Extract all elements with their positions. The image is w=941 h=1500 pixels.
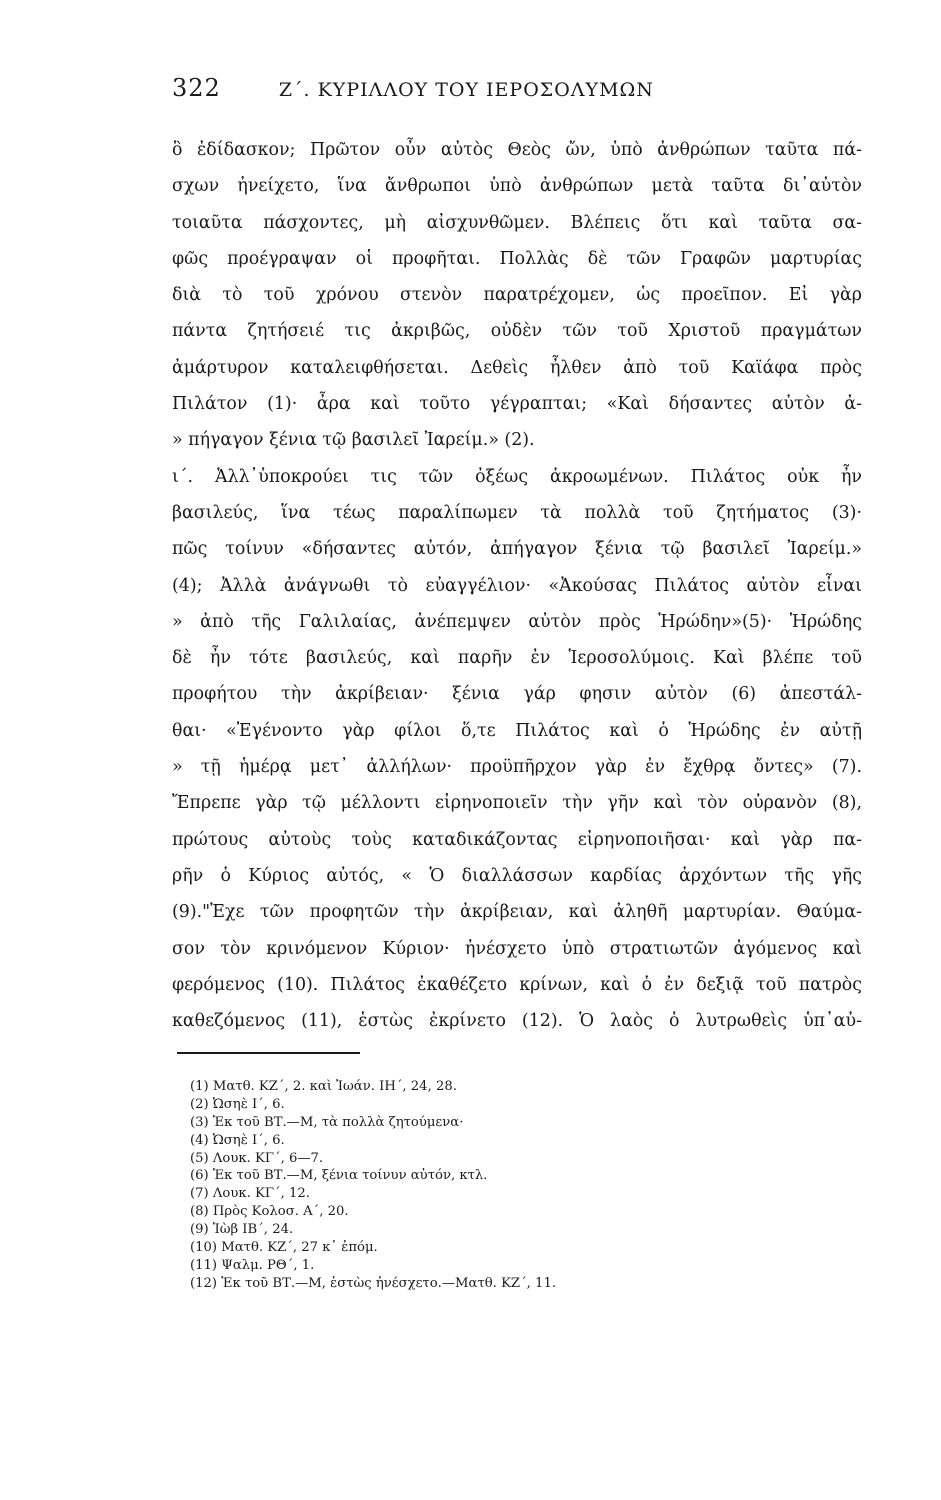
footnote: (8) Πρὸς Κολοσ. Α΄, 20. <box>190 1204 349 1220</box>
body-line: πρώτους αὐτοὺς τοὺς καταδικάζοντας εἰρηνοποιῆσαι· καὶ γὰρ πα- <box>172 829 862 850</box>
footnote: (10) Ματθ. ΚΖ΄, 27 κ᾽ ἐπόμ. <box>190 1240 378 1256</box>
footnote: (6) Ἐκ τοῦ ΒΤ.—Μ, ξένια τοίνυν αὐτόν, κτλ. <box>190 1168 488 1184</box>
body-line: βασιλεύς, ἵνα τέως παραλίπωμεν τὰ πολλὰ τοῦ ζητήματος (3)· <box>172 502 862 523</box>
body-line: (4); Ἀλλὰ ἀνάγνωθι τὸ εὐαγγέλιον· «Ἀκούσας Πιλάτος αὐτὸν εἶναι <box>172 575 862 596</box>
body-line: φερόμενος (10). Πιλάτος ἐκαθέζετο κρίνων, καὶ ὁ ἐν δεξιᾷ τοῦ πατρὸς <box>172 974 862 995</box>
body-line: πῶς τοίνυν «δήσαντες αὐτόν, ἀπήγαγον ξένια τῷ βασιλεῖ Ἰαρείμ.» <box>172 539 862 560</box>
body-line: καθεζόμενος (11), ἑστὼς ἐκρίνετο (12). Ὁ λαὸς ὁ λυτρωθεὶς ὑπ᾽αὐ- <box>172 1011 862 1032</box>
body-line: Ἔπρεπε γὰρ τῷ μέλλοντι εἰρηνοποιεῖν τὴν γῆν καὶ τὸν οὐρανὸν (8), <box>172 793 862 814</box>
body-text <box>172 132 862 1039</box>
body-line: » πήγαγον ξένια τῷ βασιλεῖ Ἰαρείμ.» (2). <box>172 430 535 451</box>
footnote: (1) Ματθ. ΚΖ΄, 2. καὶ Ἰωάν. ΙΗ΄, 24, 28. <box>190 1079 457 1094</box>
body-line: ρῆν ὁ Κύριος αὐτός, « Ὁ διαλλάσσων καρδίας ἀρχόντων τῆς γῆς <box>172 865 862 886</box>
body-line: (9)."Ἐχε τῶν προφητῶν τὴν ἀκρίβειαν, καὶ ἀληθῆ μαρτυρίαν. Θαύμα- <box>172 902 862 923</box>
footnote: (3) Ἐκ τοῦ ΒΤ.—Μ, τὰ πολλὰ ζητούμενα· <box>190 1114 464 1130</box>
body-line: ι΄. Ἀλλ᾽ὑποκρούει τις τῶν ὀξέως ἀκροωμένων. Πιλάτος οὐκ ἦν <box>172 466 862 487</box>
footnote: (4) Ὠσηὲ Ι΄, 6. <box>190 1132 285 1148</box>
body-line: σχων ἠνείχετο, ἵνα ἄνθρωποι ὑπὸ ἀνθρώπων μετὰ ταῦτα δι᾽αὐτὸν <box>172 176 862 197</box>
footnote: (11) Ψαλμ. ΡΘ΄, 1. <box>190 1257 315 1273</box>
body-line: διὰ τὸ τοῦ χρόνου στενὸν παρατρέχομεν, ὡς προεῖπον. Εἰ γὰρ <box>172 285 862 306</box>
body-line: θαι· «Ἐγένοντο γὰρ φίλοι ὅ,τε Πιλάτος καὶ ὁ Ἡρώδης ἐν αὐτῇ <box>172 720 862 741</box>
body-line: τοιαῦτα πάσχοντες, μὴ αἰσχυνθῶμεν. Βλέπεις ὅτι καὶ ταῦτα σα- <box>172 212 862 233</box>
page-number: 322 <box>172 74 221 102</box>
footnote: (5) Λουκ. ΚΓ΄, 6—7. <box>190 1150 324 1166</box>
body-line: δὲ ἦν τότε βασιλεύς, καὶ παρῆν ἐν Ἱεροσολύμοις. Καὶ βλέπε τοῦ <box>172 648 862 669</box>
footnote: (2) Ὠσηὲ Ι΄, 6. <box>190 1096 285 1112</box>
body-line: ὃ ἐδίδασκον; Πρῶτον οὖν αὐτὸς Θεὸς ὤν, ὑπὸ ἀνθρώπων ταῦτα πά- <box>172 140 862 160</box>
footnote: (9) Ἰὼβ ΙΒ΄, 24. <box>190 1222 294 1238</box>
body-line: πάντα ζητήσειέ τις ἀκριβῶς, οὐδὲν τῶν τοῦ Χριστοῦ πραγμάτων <box>172 321 862 342</box>
footnotes <box>190 1078 650 1293</box>
body-line: προφήτου τὴν ἀκρίβειαν· ξένια γάρ φησιν αὐτὸν (6) ἀπεστάλ- <box>172 684 862 705</box>
body-line: φῶς προέγραψαν οἱ προφῆται. Πολλὰς δὲ τῶν Γραφῶν μαρτυρίας <box>172 248 862 269</box>
page-header <box>172 74 712 102</box>
body-line: » τῇ ἡμέρᾳ μετ᾽ ἀλλήλων· προϋπῆρχον γὰρ ἐν ἔχθρᾳ ὄντες» (7). <box>172 757 862 778</box>
body-line: » ἀπὸ τῆς Γαλιλαίας, ἀνέπεμψεν αὐτὸν πρὸς Ἡρώδην»(5)· Ἡρώδης <box>172 611 862 632</box>
body-line: Πιλάτον (1)· ἆρα καὶ τοῦτο γέγραπται; «Καὶ δήσαντες αὐτὸν ἀ- <box>172 394 862 415</box>
footnote-rule <box>177 1052 360 1054</box>
footnote: (12) Ἐκ τοῦ ΒΤ.—Μ, ἑστὼς ἠνέσχετο.—Ματθ. ΚΖ΄, 11. <box>190 1275 557 1291</box>
footnote: (7) Λουκ. ΚΓ΄, 12. <box>190 1186 310 1202</box>
running-title: Ζ΄. ΚΥΡΙΛΛΟΥ ΤΟΥ ΙΕΡΟΣΟΛΥΜΩΝ <box>278 79 654 101</box>
body-line: σον τὸν κρινόμενον Κύριον· ἠνέσχετο ὑπὸ στρατιωτῶν ἀγόμενος καὶ <box>172 938 862 959</box>
body-line: ἀμάρτυρον καταλειφθήσεται. Δεθεὶς ἦλθεν ἀπὸ τοῦ Καϊάφα πρὸς <box>172 357 862 378</box>
